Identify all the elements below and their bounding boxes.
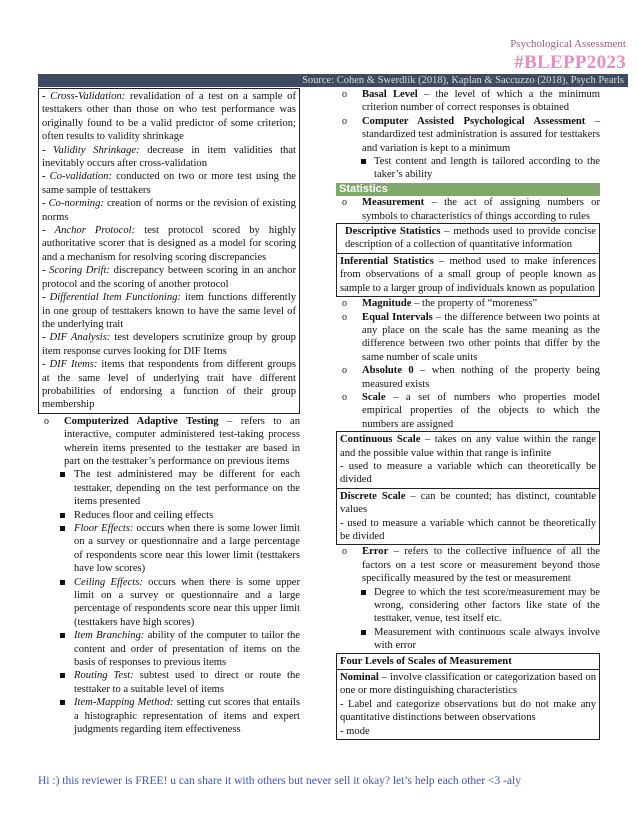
bullet-dash: - [42, 359, 50, 371]
cat-bullet-text: The test administered may be different for each testtaker, depending on the test performance on the items presented [74, 469, 300, 508]
cat-bullet-text: subtest used to direct or route the testtaker to a suitable level of items [74, 670, 300, 695]
magnitude-def: – the property of “moreness” [411, 298, 538, 310]
basal-def: – the level of which a the minimum criterion number of correct responses is obtained [362, 89, 600, 114]
cat-item [38, 415, 300, 469]
definition-entry [42, 358, 296, 412]
cat-bullet-text: occurs when there is some lower limit on a survey or questionnaire and a large percentage of respondents score near this lower limit (testtakers have low scores) [74, 523, 300, 575]
definition-term: Cross-Validation: [50, 91, 126, 102]
measurement-term: Measurement [362, 197, 425, 209]
capa-item [336, 115, 600, 155]
discrete-note: - used to measure a variable which cannot be theoretically be divided [340, 517, 596, 542]
absolute-zero-item [336, 364, 600, 391]
error-bullet: Measurement with continuous scale always involve with error [336, 626, 600, 653]
source-bar: Source: Cohen & Swerdlik (2018), Kaplan & Saccuzzo (2018), Psych Pearls [38, 74, 628, 87]
cat-term: Computerized Adaptive Testing [64, 415, 219, 427]
definition-entry [42, 264, 296, 291]
cat-bullets [38, 468, 300, 736]
definition-entry [42, 144, 296, 171]
definition-term: Differential Item Functioning: [49, 292, 181, 304]
definition-entry [42, 331, 296, 358]
continuous-box [336, 431, 600, 489]
scale-item [336, 391, 600, 431]
definition-text: test developers scrutinize group by group item response curves looking for DIF Items [42, 332, 296, 357]
error-item [336, 545, 600, 585]
header-title: Psychological Assessment [510, 38, 626, 50]
cat-bullet [38, 696, 300, 736]
cat-bullet-term: Item Branching: [74, 630, 145, 642]
scale-term: Scale [362, 391, 386, 403]
footer-note: Hi :) this reviewer is FREE! u can share it with others but never sell it okay? let’s help each other <3 -aly [38, 775, 521, 787]
cat-bullet [38, 629, 300, 669]
definition-entry [42, 90, 296, 144]
left-column [38, 88, 300, 737]
inferential-def: – method used to make inferences from observations of a small group of people known as sample to a larger group of individuals known as population [340, 255, 596, 294]
cat-bullet-text: ability of the computer to tailor the content and order of presentation of items on the basis of responses to previous items [74, 630, 301, 669]
definition-text: items that respondents from different groups at the same level of underlying trait have different probabilities of endorsing a function of their group membership [42, 359, 296, 411]
absolute-term: Absolute 0 [362, 365, 414, 377]
definition-term: DIF Analysis: [49, 332, 111, 344]
definition-text: discrepancy between scoring in an anchor protocol and the scoring of another protocol [42, 265, 296, 290]
definition-entry [42, 170, 296, 197]
descriptive-def: – methods used to provide concise description of a collection of quantitative information [345, 226, 596, 251]
capa-term: Computer Assisted Psychological Assessment [362, 115, 586, 127]
basal-term: Basal Level [362, 89, 418, 100]
right-column [336, 88, 600, 740]
measurement-def: – the act of assigning numbers or symbols to characteristics of things according to rules [362, 197, 600, 222]
definition-text: conducted on two or more test using the same sample of testtakers [42, 171, 296, 196]
bullet-dash: - [42, 292, 50, 304]
definition-term: Anchor Protocol: [54, 225, 136, 237]
bullet-dash: - [42, 265, 50, 277]
measurement-item [336, 196, 600, 223]
basal-item [336, 88, 600, 115]
capa-bullet: Test content and length is tailored according to the taker’s ability [336, 155, 600, 182]
error-def: – refers to the collective influence of all the factors on a test score or measurement beyond those specifically measured by the test or measurement [362, 546, 600, 585]
scale-def: – a set of numbers who properties model empirical properties of the objects to which the numbers are assigned [362, 391, 600, 430]
definition-term: DIF Items: [49, 359, 98, 371]
cat-def: – refers to an interactive, computer administered test-taking process wherein items presented to the testtaker are based in part on the testtaker’s performance on previous items [64, 415, 300, 467]
bullet-dash: - [42, 332, 50, 344]
definition-text: test protocol scored by highly authoritative scorer that is designed as a model for scoring and a mechanism for resolving scoring discrepancies [42, 225, 296, 263]
definition-text: decrease in item validities that inevitably occurs after cross-validation [42, 144, 296, 170]
descriptive-box [336, 223, 600, 254]
cat-bullet [38, 522, 300, 576]
cat-bullet [38, 576, 300, 630]
definition-entry [42, 291, 296, 331]
bullet-dash: - [42, 91, 51, 102]
discrete-def: – can be counted; has distinct, countable values [340, 490, 597, 516]
cat-bullet-text: Reduces floor and ceiling effects [74, 509, 214, 521]
continuous-note: - used to measure a variable which can theoretically be divided [340, 460, 596, 486]
capa-def: – standardized test administration is assured for testtakers and variation is kept to a minimum [362, 115, 600, 154]
magnitude-item [336, 297, 600, 310]
continuous-term: Continuous Scale [340, 434, 421, 446]
cat-bullet-text: occurs when there is some upper limit on a survey or questionnaire and a large percentage of respondents score near this upper limit (testtakers have high scores) [74, 576, 300, 628]
definition-term: Co-norming: [48, 198, 104, 210]
cat-bullet [38, 509, 300, 522]
continuous-def: – takes on any value within the range and the possible value within that range is infinite [340, 434, 597, 459]
error-bullet: Degree to which the test score/measurement may be wrong, considering other factors like state of the testtaker, venue, test itself etc. [336, 586, 600, 626]
definition-term: Scoring Drift: [49, 265, 110, 277]
nominal-box [336, 670, 600, 740]
cat-bullet [38, 468, 300, 508]
definition-term: Validity Shrinkage: [53, 144, 140, 156]
cat-bullet-text: setting cut scores that entails a histographic representation of items and expert judgments regarding item effectiveness [74, 697, 300, 736]
nominal-note: - Label and categorize observations but do not make any quantitative distinctions between observations [340, 698, 596, 724]
absolute-def: – when nothing of the property being measured exists [362, 365, 600, 390]
discrete-term: Discrete Scale [340, 490, 406, 502]
nominal-term: Nominal [340, 672, 379, 684]
equal-term: Equal Intervals [362, 311, 433, 323]
definition-term: Co-validation: [49, 171, 113, 183]
discrete-box [336, 489, 600, 546]
definition-entry [42, 224, 296, 264]
inferential-term: Inferential Statistics [340, 255, 434, 267]
nominal-def: – involve classification or categorization based on one or more distinguishing characteristics [340, 672, 596, 697]
definition-text: item functions differently in one group of testtakers known to have the same level of the underlying trait [42, 292, 296, 330]
section-statistics: Statistics [336, 183, 600, 196]
magnitude-term: Magnitude [362, 298, 412, 310]
definition-text: revalidation of a test on a sample of testtakers other than those on who test performance was originally found to be a valid predictor of some criterion; often results to validity shrinkage [42, 91, 296, 143]
nominal-note: - mode [340, 725, 370, 737]
equal-def: – the difference between two points at any place on the scale has the same meaning as the difference between two other points that differ by the same number of scale units [362, 311, 600, 363]
cat-bullet-term: Floor Effects: [74, 523, 134, 534]
bullet-dash: - [42, 144, 54, 156]
definitions-box [38, 88, 300, 414]
four-levels-heading: Four Levels of Scales of Measurement [336, 653, 600, 670]
cat-bullet [38, 669, 300, 696]
inferential-box [336, 254, 600, 297]
bullet-dash: - [42, 171, 50, 183]
cat-bullet-term: Ceiling Effects: [74, 576, 143, 588]
error-term: Error [362, 546, 389, 558]
bullet-dash: - [42, 198, 49, 210]
cat-bullet-term: Routing Test: [74, 670, 134, 682]
header-tag: #BLEPP2023 [514, 52, 626, 73]
cat-bullet-term: Item-Mapping Method: [74, 697, 174, 709]
equal-intervals-item [336, 311, 600, 365]
descriptive-term: Descriptive Statistics [345, 226, 441, 238]
definition-text: creation of norms or the revision of existing norms [42, 198, 296, 223]
bullet-dash: - [42, 225, 55, 237]
definition-entry [42, 197, 296, 224]
